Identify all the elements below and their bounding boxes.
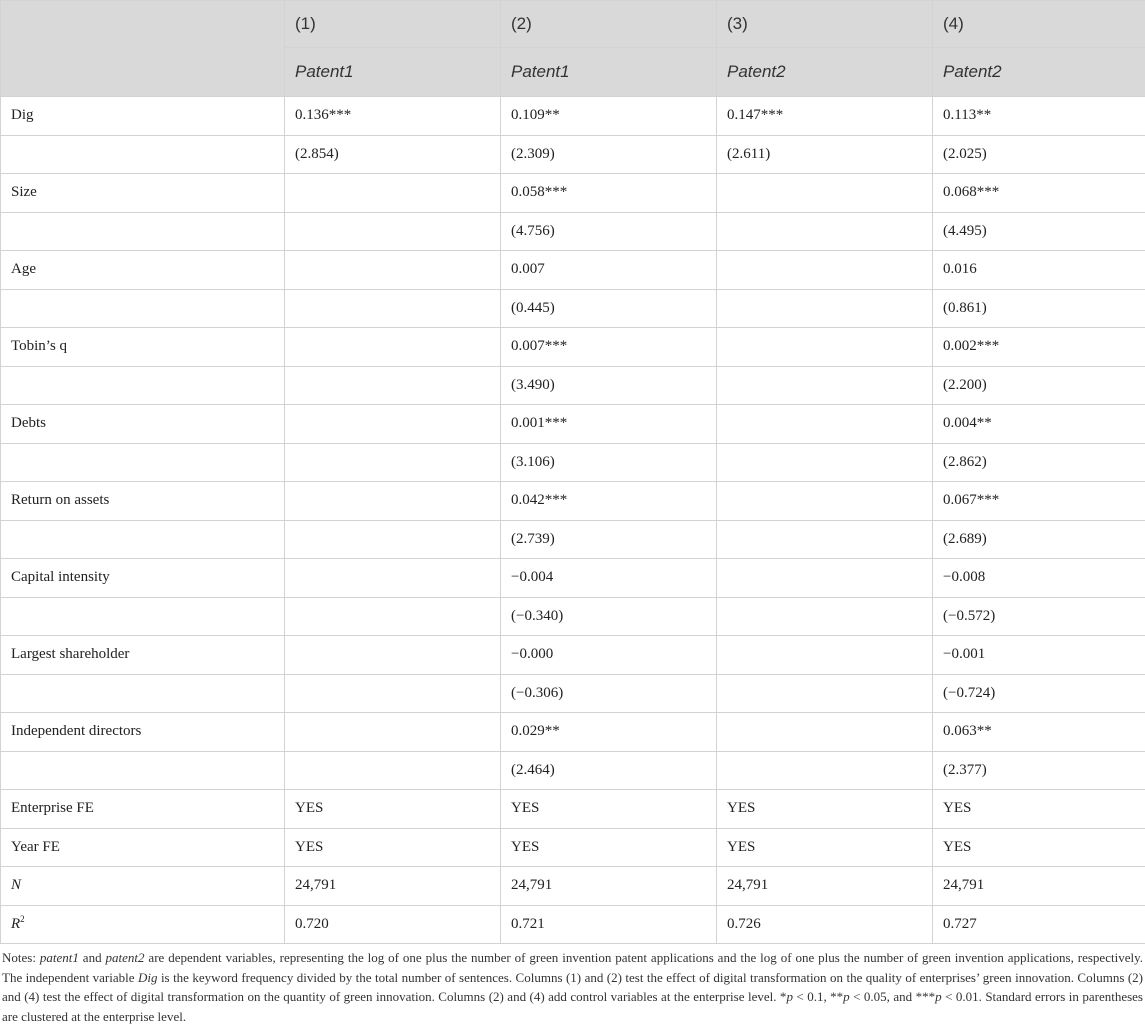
cell-value: YES [285, 790, 501, 829]
cell-value: 0.058*** [501, 174, 717, 213]
cell-value: −0.008 [933, 559, 1145, 598]
table-row-return-on-assets-tstat [1, 520, 1145, 559]
cell-value: (2.739) [501, 520, 717, 559]
notes-text: and [78, 950, 106, 965]
cell-value [285, 751, 501, 790]
cell-value: (2.854) [285, 135, 501, 174]
row-label: Dig [1, 97, 285, 136]
row-label: Independent directors [1, 713, 285, 752]
cell-value: 0.016 [933, 251, 1145, 290]
cell-value: 0.001*** [501, 405, 717, 444]
cell-value [717, 713, 933, 752]
table-row-age-tstat [1, 289, 1145, 328]
row-label [1, 366, 285, 405]
cell-value: (−0.340) [501, 597, 717, 636]
cell-value [285, 366, 501, 405]
table-row-dig-tstat [1, 135, 1145, 174]
table-row-independent-directors-tstat [1, 751, 1145, 790]
table-row-largest-shareholder [1, 636, 1145, 675]
row-label [1, 443, 285, 482]
table-row-debts [1, 405, 1145, 444]
cell-value [285, 212, 501, 251]
cell-value [717, 443, 933, 482]
cell-value: YES [933, 828, 1145, 867]
row-label: Largest shareholder [1, 636, 285, 675]
cell-value: 0.007*** [501, 328, 717, 367]
cell-value [285, 443, 501, 482]
cell-value [285, 520, 501, 559]
cell-value: 0.029** [501, 713, 717, 752]
cell-value: 0.067*** [933, 482, 1145, 521]
notes-var-patent1: patent1 [39, 950, 79, 965]
table-row-independent-directors [1, 713, 1145, 752]
cell-value: 0.007 [501, 251, 717, 290]
column-number-2: (2) [501, 1, 717, 48]
cell-value: 0.109** [501, 97, 717, 136]
table-row-return-on-assets [1, 482, 1145, 521]
r-squared-symbol: R [11, 915, 21, 932]
cell-value: 0.113** [933, 97, 1145, 136]
cell-value: (3.106) [501, 443, 717, 482]
table-row-r-squared [1, 905, 1145, 944]
cell-value: 0.721 [501, 905, 717, 944]
table-row-year-fe [1, 828, 1145, 867]
table-row-capital-intensity [1, 559, 1145, 598]
table-row-tobins-q [1, 328, 1145, 367]
cell-value [717, 174, 933, 213]
cell-value: 24,791 [717, 867, 933, 906]
cell-value: (−0.724) [933, 674, 1145, 713]
cell-value [285, 328, 501, 367]
table-row-dig [1, 97, 1145, 136]
row-label [1, 520, 285, 559]
column-number-1: (1) [285, 1, 501, 48]
cell-value [717, 751, 933, 790]
cell-value [285, 482, 501, 521]
table-row-n [1, 867, 1145, 906]
row-label: Capital intensity [1, 559, 285, 598]
cell-value [285, 251, 501, 290]
row-label [1, 905, 285, 944]
table-row-age [1, 251, 1145, 290]
cell-value: 0.068*** [933, 174, 1145, 213]
header-corner-cell [1, 1, 285, 97]
table-row-largest-shareholder-tstat [1, 674, 1145, 713]
dependent-var-2: Patent1 [501, 48, 717, 97]
notes-text: < 0.1, ** [792, 989, 844, 1004]
row-label [1, 597, 285, 636]
cell-value: −0.000 [501, 636, 717, 675]
row-label: N [1, 867, 285, 906]
cell-value: YES [285, 828, 501, 867]
cell-value [717, 674, 933, 713]
notes-text: are dependent variables, representing the log of one plus the number of green invention patent applications and the log of one plus the number of green invention applications, respectively. The independent variable [2, 950, 1143, 985]
row-label [1, 212, 285, 251]
cell-value: 0.136*** [285, 97, 501, 136]
cell-value: 0.042*** [501, 482, 717, 521]
cell-value [717, 366, 933, 405]
cell-value [285, 174, 501, 213]
notes-text: < 0.01. Standard errors in parentheses are clustered at the enterprise level. [2, 989, 1143, 1024]
cell-value: 0.147*** [717, 97, 933, 136]
dependent-var-1: Patent1 [285, 48, 501, 97]
row-label: Year FE [1, 828, 285, 867]
cell-value: (2.200) [933, 366, 1145, 405]
cell-value: 24,791 [285, 867, 501, 906]
cell-value [285, 713, 501, 752]
cell-value [717, 251, 933, 290]
cell-value [285, 674, 501, 713]
cell-value [717, 328, 933, 367]
dependent-var-3: Patent2 [717, 48, 933, 97]
notes-p-symbol: p [786, 989, 793, 1004]
cell-value: (2.464) [501, 751, 717, 790]
table-row-enterprise-fe [1, 790, 1145, 829]
cell-value: YES [501, 790, 717, 829]
cell-value: 0.063** [933, 713, 1145, 752]
cell-value [717, 597, 933, 636]
notes-var-dig: Dig [137, 969, 158, 985]
cell-value [717, 482, 933, 521]
cell-value: (2.611) [717, 135, 933, 174]
cell-value [285, 636, 501, 675]
cell-value: (0.861) [933, 289, 1145, 328]
notes-prefix: Notes: [2, 950, 40, 965]
cell-value: −0.001 [933, 636, 1145, 675]
row-label: Debts [1, 405, 285, 444]
row-label [1, 674, 285, 713]
cell-value: (4.495) [933, 212, 1145, 251]
cell-value [717, 520, 933, 559]
notes-text: is the keyword frequency divided by the total number of sentences. Columns (1) and (2) test the effect of digital transformation on the quality of enterprises’ green innovation. Columns (2) and (4) test the effect of digital transformation on the quantity of green innovation. Columns (2) and (4) add control variables at the enterprise level. * [2, 969, 1143, 1004]
table-row-tobins-q-tstat [1, 366, 1145, 405]
cell-value: −0.004 [501, 559, 717, 598]
cell-value: YES [501, 828, 717, 867]
cell-value [285, 559, 501, 598]
cell-value: (3.490) [501, 366, 717, 405]
r-squared-exponent: 2 [20, 913, 25, 924]
cell-value [717, 405, 933, 444]
row-label: Enterprise FE [1, 790, 285, 829]
cell-value [717, 289, 933, 328]
cell-value: 0.002*** [933, 328, 1145, 367]
cell-value: 0.727 [933, 905, 1145, 944]
notes-text: < 0.05, and *** [849, 989, 936, 1004]
cell-value: 24,791 [501, 867, 717, 906]
cell-value: (2.689) [933, 520, 1145, 559]
cell-value: 0.720 [285, 905, 501, 944]
cell-value: 24,791 [933, 867, 1145, 906]
cell-value: 0.726 [717, 905, 933, 944]
table-row-capital-intensity-tstat [1, 597, 1145, 636]
table-notes [0, 948, 1145, 1026]
cell-value: (4.756) [501, 212, 717, 251]
cell-value: (0.445) [501, 289, 717, 328]
cell-value: (2.862) [933, 443, 1145, 482]
row-label: Age [1, 251, 285, 290]
cell-value [285, 405, 501, 444]
cell-value: YES [717, 790, 933, 829]
cell-value: YES [717, 828, 933, 867]
column-number-4: (4) [933, 1, 1145, 48]
cell-value: (2.309) [501, 135, 717, 174]
table-row-debts-tstat [1, 443, 1145, 482]
cell-value: (2.025) [933, 135, 1145, 174]
cell-value [717, 212, 933, 251]
cell-value [717, 559, 933, 598]
row-label: Size [1, 174, 285, 213]
cell-value: (2.377) [933, 751, 1145, 790]
cell-value [717, 636, 933, 675]
cell-value [285, 597, 501, 636]
row-label [1, 135, 285, 174]
table-row-size-tstat [1, 212, 1145, 251]
dependent-var-4: Patent2 [933, 48, 1145, 97]
cell-value: (−0.572) [933, 597, 1145, 636]
notes-var-patent2: patent2 [105, 950, 145, 965]
column-number-3: (3) [717, 1, 933, 48]
row-label [1, 751, 285, 790]
row-label: Tobin’s q [1, 328, 285, 367]
cell-value: YES [933, 790, 1145, 829]
table-row-size [1, 174, 1145, 213]
notes-p-symbol: p [935, 989, 942, 1004]
cell-value: (−0.306) [501, 674, 717, 713]
row-label [1, 289, 285, 328]
cell-value: 0.004** [933, 405, 1145, 444]
cell-value [285, 289, 501, 328]
header-row-column-numbers [1, 1, 1145, 48]
notes-p-symbol: p [843, 989, 850, 1004]
row-label: Return on assets [1, 482, 285, 521]
